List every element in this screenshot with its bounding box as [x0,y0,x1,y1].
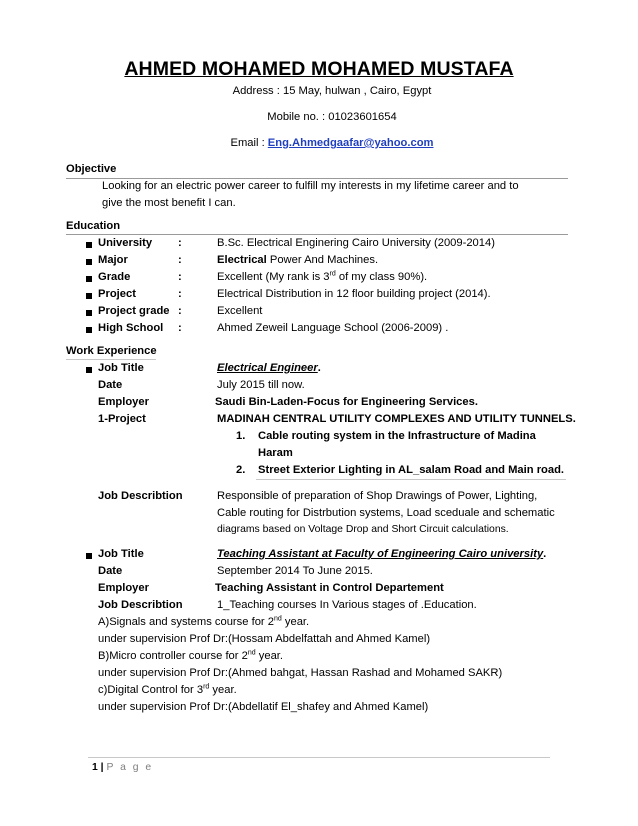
job-employer-label: Employer [98,582,149,594]
course-item: A)Signals and systems course for 2nd year. [98,615,310,628]
page-footer [92,762,153,773]
project-subitem-number: 1. [236,430,246,442]
job-date: September 2014 To June 2015. [217,565,373,577]
education-value: Ahmed Zeweil Language School (2006-2009) . [217,322,449,334]
project-subitem-text: Cable routing system in the Infrastructure of Madina [258,430,536,442]
education-label: Major [98,254,128,266]
objective-heading: Objective [66,163,117,175]
objective-text-line2: give the most benefit I can. [102,197,236,209]
education-label: Grade [98,271,131,283]
education-separator: : [178,288,182,300]
objective-text-line1: Looking for an electric power career to fulfill my interests in my lifetime career and to [102,180,519,192]
education-value: Electrical Power And Machines. [217,254,379,266]
bullet-icon [86,310,92,316]
job-description-line3: diagrams based on Voltage Drop and Short Circuit calculations. [217,524,509,535]
email-label: Email : [230,137,268,149]
course-supervision: under supervision Prof Dr:(Hossam Abdelfattah and Ahmed Kamel) [98,633,431,645]
education-divider [66,234,568,235]
page-number: 1 [92,762,98,773]
job-date-label: Date [98,379,123,391]
education-separator: : [178,322,182,334]
course-supervision: under supervision Prof Dr:(Ahmed bahgat, Hassan Rashad and Mohamed SAKR) [98,667,503,679]
job-description-label: Job Describtion [98,490,183,502]
bullet-icon [86,259,92,265]
email-line [92,137,572,149]
email-link[interactable]: Eng.Ahmedgaafar@yahoo.com [267,137,434,149]
job-title-label: Job Title [98,548,144,560]
page-label: P a g e [106,762,154,773]
education-separator: : [178,237,182,249]
job-title-label: Job Title [98,362,144,374]
course-item: c)Digital Control for 3rd year. [98,683,237,696]
education-label: Project [98,288,136,300]
footer-separator: | [97,762,107,773]
project-subitem-number: 2. [236,464,246,476]
job-title: Electrical Engineer. [217,362,321,374]
footer-divider [88,757,550,758]
mobile-line: Mobile no. : 01023601654 [267,111,397,123]
project-subitem-text: Street Exterior Lighting in AL_salam Road and Main road. [258,464,565,476]
education-label: University [98,237,153,249]
education-value: Electrical Distribution in 12 floor building project (2014). [217,288,491,300]
address-line: Address : 15 May, hulwan , Cairo, Egypt [232,85,432,97]
course-supervision: under supervision Prof Dr:(Abdellatif El_shafey and Ahmed Kamel) [98,701,429,713]
work-divider [66,359,156,360]
job-description-line1: Responsible of preparation of Shop Drawings of Power, Lighting, [217,490,538,502]
education-value: Excellent (My rank is 3rd of my class 90%). [217,270,428,283]
job-description-line2: Cable routing for Distrbution systems, Load sceduale and schematic [217,507,555,519]
bullet-icon [86,242,92,248]
education-value: B.Sc. Electrical Enginering Cairo University (2009-2014) [217,237,495,249]
job-project: MADINAH CENTRAL UTILITY COMPLEXES AND UTILITY TUNNELS. [217,413,576,425]
education-separator: : [178,305,182,317]
job-project-label: 1-Project [98,413,146,425]
job-description-label: Job Describtion [98,599,183,611]
job-employer-label: Employer [98,396,149,408]
education-separator: : [178,254,182,266]
education-label: High School [98,322,164,334]
education-value: Excellent [217,305,263,317]
education-label: Project grade [98,305,170,317]
project-subitem-text-cont: Haram [258,447,293,459]
bullet-icon [86,553,92,559]
education-separator: : [178,271,182,283]
work-heading: Work Experience [66,345,157,357]
job-date-label: Date [98,565,123,577]
bullet-icon [86,293,92,299]
job-date: July 2015 till now. [217,379,305,391]
bullet-icon [86,276,92,282]
objective-divider [66,178,568,179]
job-employer: Saudi Bin-Laden-Focus for Engineering Services. [215,396,478,408]
subitem-divider [256,479,566,480]
job-employer: Teaching Assistant in Control Departement [215,582,444,594]
job-description: 1_Teaching courses In Various stages of .Education. [217,599,477,611]
job-title: Teaching Assistant at Faculty of Engineering Cairo university. [217,548,547,560]
course-item: B)Micro controller course for 2nd year. [98,649,284,662]
bullet-icon [86,367,92,373]
education-heading: Education [66,220,121,232]
bullet-icon [86,327,92,333]
candidate-name: AHMED MOHAMED MOHAMED MUSTAFA [124,58,514,80]
